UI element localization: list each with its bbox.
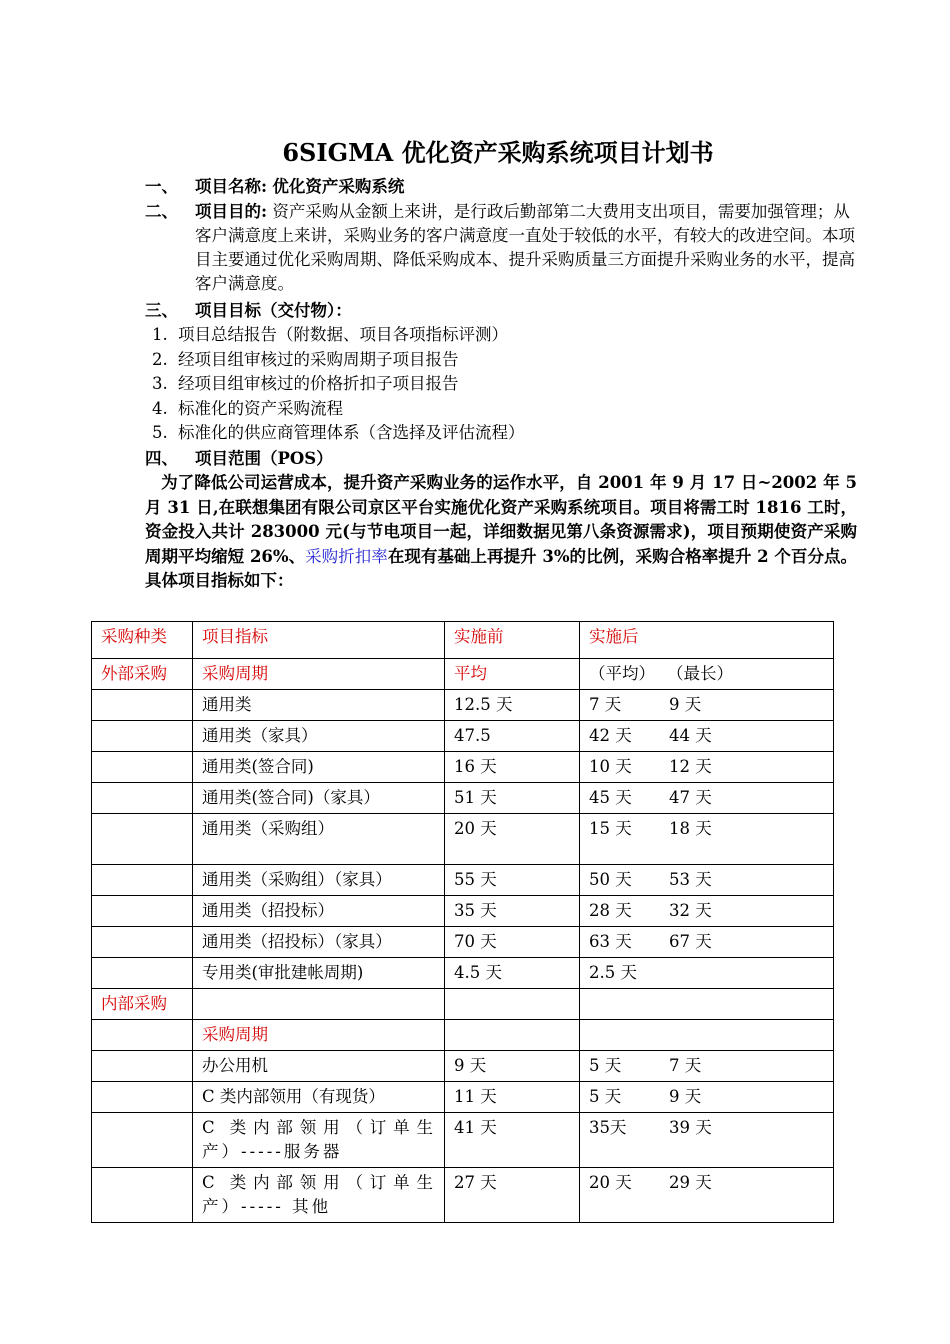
section-label: 项目目标（交付物）： [195,301,352,320]
column-header: 实施前 [445,622,580,659]
table-row: 通用类（采购组）（家具） 55 天 50 天 53 天 [92,865,834,896]
list-item: 1. 项目总结报告（附数据、项目各项指标评测） [152,325,508,344]
table-row: 专用类(审批建帐周期) 4.5 天 2.5 天 [92,958,834,989]
list-item: 3. 经项目组审核过的价格折扣子项目报告 [152,374,459,393]
objectives-list [152,323,525,446]
table-row: 通用类（招投标） 35 天 28 天 32 天 [92,896,834,927]
page-title: 6SIGMA 优化资产采购系统项目计划书 [282,138,714,167]
table-row: 通用类 12.5 天 7 天 9 天 [92,690,834,721]
section-number: 一、 [145,177,178,196]
project-name-value: 优化资产采购系统 [272,177,405,196]
column-header: 项目指标 [193,622,445,659]
table-row: 通用类(签合同)（家具） 51 天 45 天 47 天 [92,783,834,814]
column-header: 实施后 [580,622,834,659]
table-row: 通用类（家具） 47.5 42 天 44 天 [92,721,834,752]
list-item: 2. 经项目组审核过的采购周期子项目报告 [152,349,459,369]
section-number: 三、 [145,301,178,320]
list-item: 4. 标准化的资产采购流程 [152,398,343,418]
indicators-table [91,621,834,1223]
table-row: 外部采购 采购周期 平均 （平均） （最长） [92,659,834,690]
table-row: C 类内部领用（有现货） 11 天 5 天 9 天 [92,1082,834,1113]
table-header-row [92,622,834,659]
column-header: 采购种类 [92,622,193,659]
section-number: 四、 [145,449,178,468]
section-label: 项目目的: [195,202,268,221]
project-purpose-text: 资产采购从金额上来讲，是行政后勤部第二大费用支出项目，需要加强管理；从客户满意度上来讲，采购业务的客户满意度一直处于较低的水平，有较大的改进空间。本项目主要通过优化采购周期、降低采购成本、提升采购质量三方面提升采购业务的水平，提高客户满意度。 [195,202,855,293]
section-label: 项目名称: [195,177,268,196]
table-row: 通用类(签合同) 16 天 10 天 12 天 [92,752,834,783]
table-row: 采购周期 [92,1020,834,1051]
table-row: C 类内部领用（订单生产）-----服务器 41 天 35天 39 天 [92,1113,834,1168]
discount-rate-link[interactable]: 采购折扣率 [305,546,388,566]
table-row: 通用类（采购组） 20 天 15 天 18 天 [92,814,834,865]
section-number: 二、 [145,202,178,221]
table-row: C 类内部领用（订单生产）----- 其他 27 天 20 天 29 天 [92,1168,834,1223]
table-row: 通用类（招投标）（家具） 70 天 63 天 67 天 [92,927,834,958]
table-row: 办公用机 9 天 5 天 7 天 [92,1051,834,1082]
section-label: 项目范围（POS） [195,449,333,468]
scope-paragraph: 为了降低公司运营成本，提升资产采购业务的运作水平，自 2001 年 9 月 17 日~2002 年 5 月 31 日,在联想集团有限公司京区平台实施优化资产采购系统项目。项目将需工时 1816 工时，资金投入共计 283000 元(与节电项目一起，详细数据见第八条资源需求)，项目预期使资产采购周期平均缩短 26%、采购折扣率在现有基础上再提升 3%的比例，采购合格率提升 2 个百分点。具体项目指标如下： [145,473,858,590]
list-item: 5. 标准化的供应商管理体系（含选择及评估流程） [152,423,525,442]
table-row: 内部采购 [92,989,834,1020]
